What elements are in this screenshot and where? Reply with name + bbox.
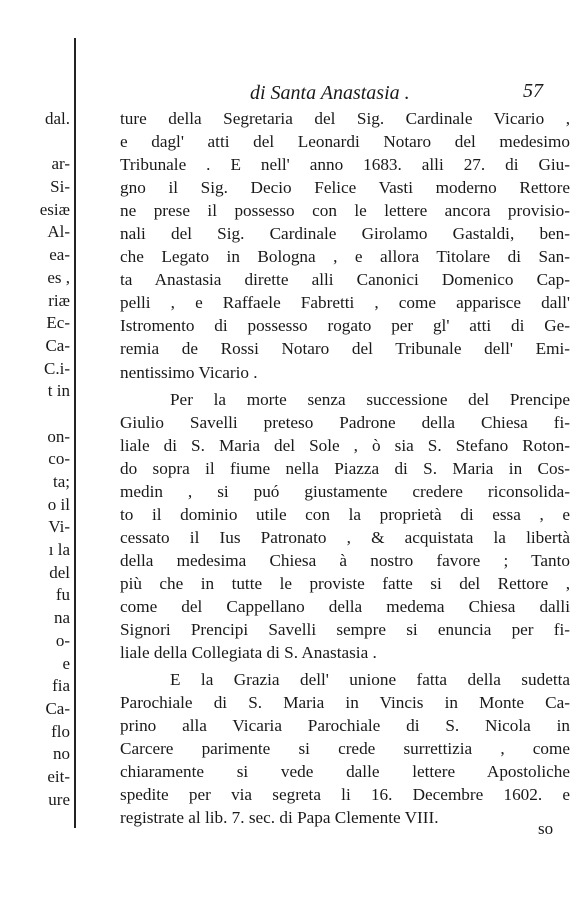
text-line: nali del Sig. Cardinale Girolamo Gastaldi, ben- (120, 224, 570, 244)
margin-line: ea- (49, 245, 70, 265)
margin-line: e (62, 653, 70, 673)
text-line: spedite per via segreta li 16. Decembre 1602. e (120, 785, 570, 805)
text-line: Per la morte senza successione del Prencipe (170, 389, 570, 409)
catchword: so (538, 819, 554, 838)
text-line: Parochiale di S. Maria in Vincis in Monte Ca- (120, 693, 570, 713)
text-line: Giulio Savelli preteso Padrone della Chiesa fi- (120, 412, 570, 432)
margin-line (0, 403, 70, 426)
gutter-line (74, 38, 76, 828)
margin-line: dal. (44, 109, 70, 128)
text-line: gno il Sig. Decio Felice Vasti moderno Rettore (120, 178, 570, 198)
text-line: registrate al lib. 7. sec. di Papa Clemente VIII. (120, 808, 439, 828)
running-title: di Santa Anastasia . (250, 82, 410, 104)
margin-line: Ec- (46, 313, 70, 333)
margin-line: Si- (50, 177, 70, 197)
body-text (120, 107, 570, 829)
margin-line: on- (47, 426, 70, 446)
text-line: Tribunale . E nell' anno 1683. alli 27. di Giu- (120, 155, 570, 175)
margin-line: ta; (53, 472, 70, 491)
text-line: e dagl' atti del Leonardi Notaro del medesimo (120, 132, 570, 152)
text-line: Istromento di possesso rogato per gl' atti di Ge- (120, 316, 570, 336)
margin-line: Ca- (45, 698, 70, 718)
text-line: liale di S. Maria del Sole , ò sia S. Stefano Roton- (120, 435, 570, 455)
text-line: ture della Segretaria del Sig. Cardinale Vicario , (120, 109, 570, 128)
margin-line: Ca- (45, 335, 70, 355)
margin-line: no (53, 744, 70, 764)
text-line: Signori Prencipi Savelli sempre si enuncia per fi- (120, 620, 570, 640)
margin-line: Vi- (48, 517, 70, 537)
page-number: 57 (523, 80, 543, 102)
margin-line: o il (47, 494, 70, 514)
text-line: E la Grazia dell' unione fatta della sudetta (170, 670, 570, 690)
text-line: pelli , e Raffaele Fabretti , come apparisce dall' (120, 293, 570, 313)
text-line: liale della Collegiata di S. Anastasia . (120, 643, 377, 663)
text-line: come del Cappellano della medema Chiesa dalli (120, 596, 570, 616)
margin-line: flo (51, 721, 70, 741)
text-line: medin , si puó giustamente credere riconsolida- (120, 481, 570, 501)
text-line: che Legato in Bologna , e allora Titolare di San- (120, 247, 570, 267)
margin-line: C.i- (44, 358, 70, 378)
margin-line: o- (55, 630, 70, 650)
margin-line: fia (52, 676, 70, 696)
margin-line: riæ (48, 290, 70, 310)
facing-page-margin-text (0, 108, 70, 811)
paragraph (120, 107, 570, 384)
text-line: ne prese il possesso con le lettere ancora provisio- (120, 201, 570, 221)
text-line: ta Anastasia dirette alli Canonici Domenico Cap- (120, 270, 570, 290)
text-line: nentissimo Vicario . (120, 362, 258, 382)
text-line: cessato il Ius Patronato , & acquistata la libertà (120, 527, 570, 547)
margin-line: ı la (48, 540, 70, 560)
text-line: do sopra il fiume nella Piazza di S. Maria in Cos- (120, 458, 570, 478)
margin-line: ure (48, 789, 70, 809)
margin-line: esiæ (39, 199, 70, 219)
text-line: remia de Rossi Notaro del Tribunale dell' Emi- (120, 339, 570, 359)
paragraph (120, 388, 570, 665)
margin-line: ar- (51, 154, 70, 174)
paragraph (120, 668, 570, 829)
margin-line: Al- (47, 222, 70, 242)
text-line: Carcere parimente si crede surrettizia , come (120, 739, 570, 759)
text-line: prino alla Vicaria Parochiale di S. Nicola in (120, 716, 570, 736)
margin-line: na (53, 608, 70, 628)
margin-line: eit- (47, 766, 70, 786)
margin-line: t in (47, 381, 70, 401)
margin-line: es , (47, 267, 70, 287)
margin-line: fu (55, 585, 70, 605)
margin-line: co- (48, 449, 70, 469)
text-line: della medesima Chiesa à nostro favore ; Tanto (120, 550, 570, 570)
margin-line (0, 131, 70, 154)
text-line: chiaramente si vede dalle lettere Apostoliche (120, 762, 570, 782)
text-line: più che in tutte le proviste fatte si del Rettore , (120, 573, 570, 593)
text-line: to il dominio utile con la proprietà di essa , e (120, 504, 570, 524)
margin-line: del (49, 562, 70, 582)
